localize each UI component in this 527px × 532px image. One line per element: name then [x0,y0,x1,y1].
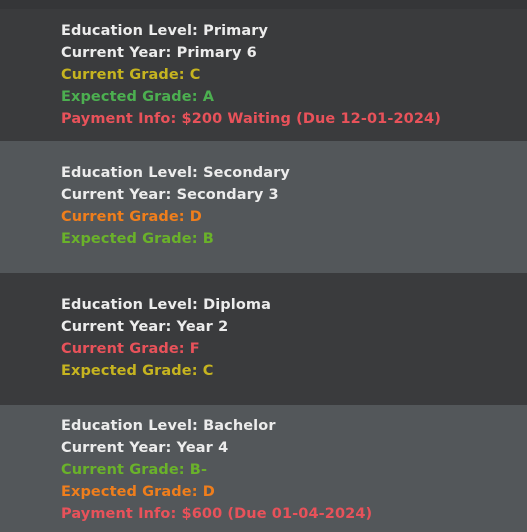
expected-grade: Expected Grade: D [61,484,215,500]
list-top-edge [0,0,527,9]
student-card-diploma[interactable] [0,273,527,405]
current-grade: Current Grade: F [61,341,200,357]
payment-info: Payment Info: $600 (Due 01-04-2024) [61,506,373,522]
expected-grade: Expected Grade: C [61,363,214,379]
student-card-bachelor[interactable] [0,405,527,532]
current-grade: Current Grade: B- [61,462,208,478]
education-level: Education Level: Secondary [61,165,290,181]
education-level: Education Level: Diploma [61,297,272,313]
expected-grade: Expected Grade: B [61,231,214,247]
current-year: Current Year: Year 2 [61,319,229,335]
payment-info: Payment Info: $200 Waiting (Due 12-01-2024) [61,111,441,127]
current-grade: Current Grade: C [61,67,201,83]
current-year: Current Year: Year 4 [61,440,229,456]
student-card-primary[interactable] [0,9,527,141]
current-year: Current Year: Secondary 3 [61,187,279,203]
current-grade: Current Grade: D [61,209,202,225]
expected-grade: Expected Grade: A [61,89,215,105]
student-card-secondary[interactable] [0,141,527,273]
education-level: Education Level: Bachelor [61,418,276,434]
education-level: Education Level: Primary [61,23,269,39]
current-year: Current Year: Primary 6 [61,45,257,61]
